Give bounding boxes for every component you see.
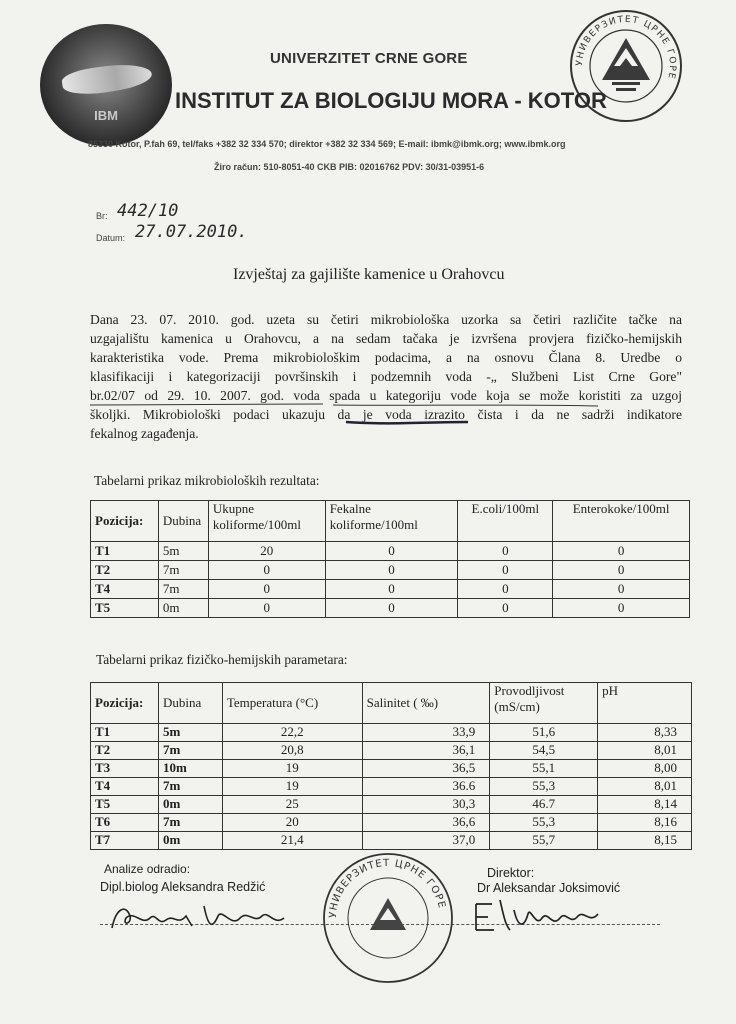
- table-cell: 7m: [158, 778, 222, 796]
- institute-address: 85330 Kotor, P.fah 69, tel/faks +382 32 334 570; direktor +382 32 334 569; E-mail: ibmk@ibmk.org; www.ibmk.org: [88, 139, 566, 149]
- table-cell: 19: [222, 778, 362, 796]
- official-stamp: [318, 848, 458, 988]
- column-header: pH: [598, 683, 692, 724]
- university-name: UNIVERZITET CRNE GORE: [270, 50, 468, 67]
- table-cell: 0m: [158, 796, 222, 814]
- date-value: 27.07.2010.: [135, 222, 248, 242]
- table-cell: 37,0: [362, 832, 490, 850]
- director-name: Dr Aleksandar Joksimović: [477, 881, 621, 895]
- paragraph-line: fekalnog zagađenja.: [90, 426, 199, 441]
- table-cell: T6: [91, 814, 159, 832]
- paragraph-line: uzgajalištu kamenica u Orahovcu, a na sedam tačaka je izvršena provjera fizičko-hemijskih: [90, 331, 682, 346]
- table-cell: 51,6: [490, 724, 598, 742]
- table-cell: 46.7: [490, 796, 598, 814]
- micro-table-caption: Tabelarni prikaz mikrobioloških rezultata:: [94, 473, 320, 488]
- column-header: Pozicija:: [91, 501, 159, 542]
- table-cell: 0: [553, 599, 690, 618]
- table-header-row: [91, 501, 690, 542]
- table-cell: 8,01: [598, 742, 692, 760]
- table-cell: 20,8: [222, 742, 362, 760]
- column-header: Enterokoke/100ml: [553, 501, 690, 542]
- table-row: [91, 832, 692, 850]
- column-header: Ukupne koliforme/100ml: [208, 501, 325, 542]
- table-cell: 0: [458, 580, 553, 599]
- table-cell: 7m: [158, 814, 222, 832]
- table-cell: T4: [91, 778, 159, 796]
- analyst-label: Analize odradio:: [104, 862, 191, 876]
- table-row: [91, 796, 692, 814]
- analyst-name: Dipl.biolog Aleksandra Redžić: [100, 880, 266, 894]
- table-cell: 0: [458, 542, 553, 561]
- report-title: Izvještaj za gajilište kamenice u Orahovcu: [233, 266, 505, 283]
- table-cell: 7m: [158, 742, 222, 760]
- table-row: [91, 724, 692, 742]
- phys-table: [90, 682, 692, 850]
- paragraph-line: klasifikaciji i kategorizaciji površinskih i podzemnih voda -„ Službeni List Crne Gore": [90, 369, 682, 384]
- table-cell: 0m: [158, 599, 208, 618]
- table-cell: 8,00: [598, 760, 692, 778]
- table-cell: 0: [553, 561, 690, 580]
- institute-logo: [40, 24, 172, 146]
- table-cell: 8,01: [598, 778, 692, 796]
- table-cell: 54,5: [490, 742, 598, 760]
- phys-table-caption: Tabelarni prikaz fizičko-hemijskih parametara:: [96, 652, 348, 667]
- table-cell: 55,3: [490, 778, 598, 796]
- table-cell: 0: [208, 599, 325, 618]
- table-cell: T2: [91, 742, 159, 760]
- table-cell: 25: [222, 796, 362, 814]
- paragraph-line: br.02/07 od 29. 10. 2007. god. voda spada u kategoriju vode koja se može koristiti za uzgoj: [90, 388, 682, 403]
- table-cell: 0: [325, 561, 458, 580]
- number-label: Br:: [96, 211, 108, 221]
- analyst-signature: [108, 896, 308, 940]
- table-header-row: [91, 683, 692, 724]
- number-value: 442/10: [117, 201, 179, 221]
- table-cell: 8,33: [598, 724, 692, 742]
- table-cell: 20: [222, 814, 362, 832]
- table-cell: 19: [222, 760, 362, 778]
- table-cell: 5m: [158, 724, 222, 742]
- table-row: [91, 760, 692, 778]
- table-cell: 30,3: [362, 796, 490, 814]
- table-row: [91, 814, 692, 832]
- table-cell: 0: [325, 580, 458, 599]
- table-cell: T5: [91, 599, 159, 618]
- micro-table: [90, 500, 690, 618]
- table-row: [91, 778, 692, 796]
- table-row: [91, 561, 690, 580]
- table-cell: 0: [208, 580, 325, 599]
- table-cell: 7m: [158, 580, 208, 599]
- table-cell: 55,7: [490, 832, 598, 850]
- table-cell: T2: [91, 561, 159, 580]
- date-label: Datum:: [96, 233, 126, 243]
- column-header: Temperatura (°C): [222, 683, 362, 724]
- table-cell: 8,15: [598, 832, 692, 850]
- table-cell: 36,1: [362, 742, 490, 760]
- table-cell: 8,16: [598, 814, 692, 832]
- table-cell: 7m: [158, 561, 208, 580]
- shell-icon: [61, 60, 154, 98]
- table-cell: 10m: [158, 760, 222, 778]
- column-header: Provodljivost (mS/cm): [490, 683, 598, 724]
- table-row: [91, 542, 690, 561]
- table-cell: 0: [553, 580, 690, 599]
- table-cell: 5m: [158, 542, 208, 561]
- table-cell: 20: [208, 542, 325, 561]
- table-row: [91, 742, 692, 760]
- seal-text: УНИВЕРЗИТЕТ ЦРНЕ ГОРЕ: [574, 14, 678, 81]
- table-cell: T7: [91, 832, 159, 850]
- table-cell: 0m: [158, 832, 222, 850]
- bank-details: Žiro račun: 510-8051-40 CKB PIB: 02016762 PDV: 30/31-03951-6: [214, 162, 485, 172]
- table-cell: 0: [325, 599, 458, 618]
- table-cell: 36,5: [362, 760, 490, 778]
- table-cell: 0: [458, 561, 553, 580]
- table-row: [91, 580, 690, 599]
- table-row: [91, 599, 690, 618]
- stamp-text: УНИВЕРЗИТЕТ ЦРНЕ ГОРЕ: [327, 857, 448, 919]
- column-header: Salinitet ( ‰): [362, 683, 490, 724]
- table-cell: T5: [91, 796, 159, 814]
- table-cell: 0: [325, 542, 458, 561]
- table-cell: 0: [553, 542, 690, 561]
- table-cell: 33,9: [362, 724, 490, 742]
- underline-marks: [88, 398, 688, 428]
- paragraph-line: Dana 23. 07. 2010. god. uzeta su četiri mikrobiološka uzorka sa četiri različite tačke na: [90, 312, 682, 327]
- table-cell: 22,2: [222, 724, 362, 742]
- table-cell: T1: [91, 542, 159, 561]
- director-signature: [470, 892, 620, 938]
- institute-name: INSTITUT ZA BIOLOGIJU MORA - KOTOR: [175, 88, 607, 113]
- table-cell: T3: [91, 760, 159, 778]
- paragraph-line: školjki. Mikrobiološki podaci ukazuju da je voda izrazito čista i da ne sadrži indikatore: [90, 407, 682, 422]
- column-header: Fekalne koliforme/100ml: [325, 501, 458, 542]
- table-cell: 55,1: [490, 760, 598, 778]
- paragraph-line: karakteristika vode. Prema mikrobiološkim podacima, a na osnovu Člana 8. Uredbe o: [90, 350, 682, 365]
- logo-text: IBM: [94, 108, 118, 123]
- table-cell: T4: [91, 580, 159, 599]
- table-cell: 36,6: [362, 814, 490, 832]
- director-label: Direktor:: [487, 866, 535, 880]
- table-cell: T1: [91, 724, 159, 742]
- table-cell: 0: [208, 561, 325, 580]
- column-header: Pozicija:: [91, 683, 159, 724]
- column-header: Dubina: [158, 683, 222, 724]
- table-cell: 55,3: [490, 814, 598, 832]
- column-header: E.coli/100ml: [458, 501, 553, 542]
- column-header: Dubina: [158, 501, 208, 542]
- table-cell: 36.6: [362, 778, 490, 796]
- table-cell: 0: [458, 599, 553, 618]
- table-cell: 21,4: [222, 832, 362, 850]
- table-cell: 8,14: [598, 796, 692, 814]
